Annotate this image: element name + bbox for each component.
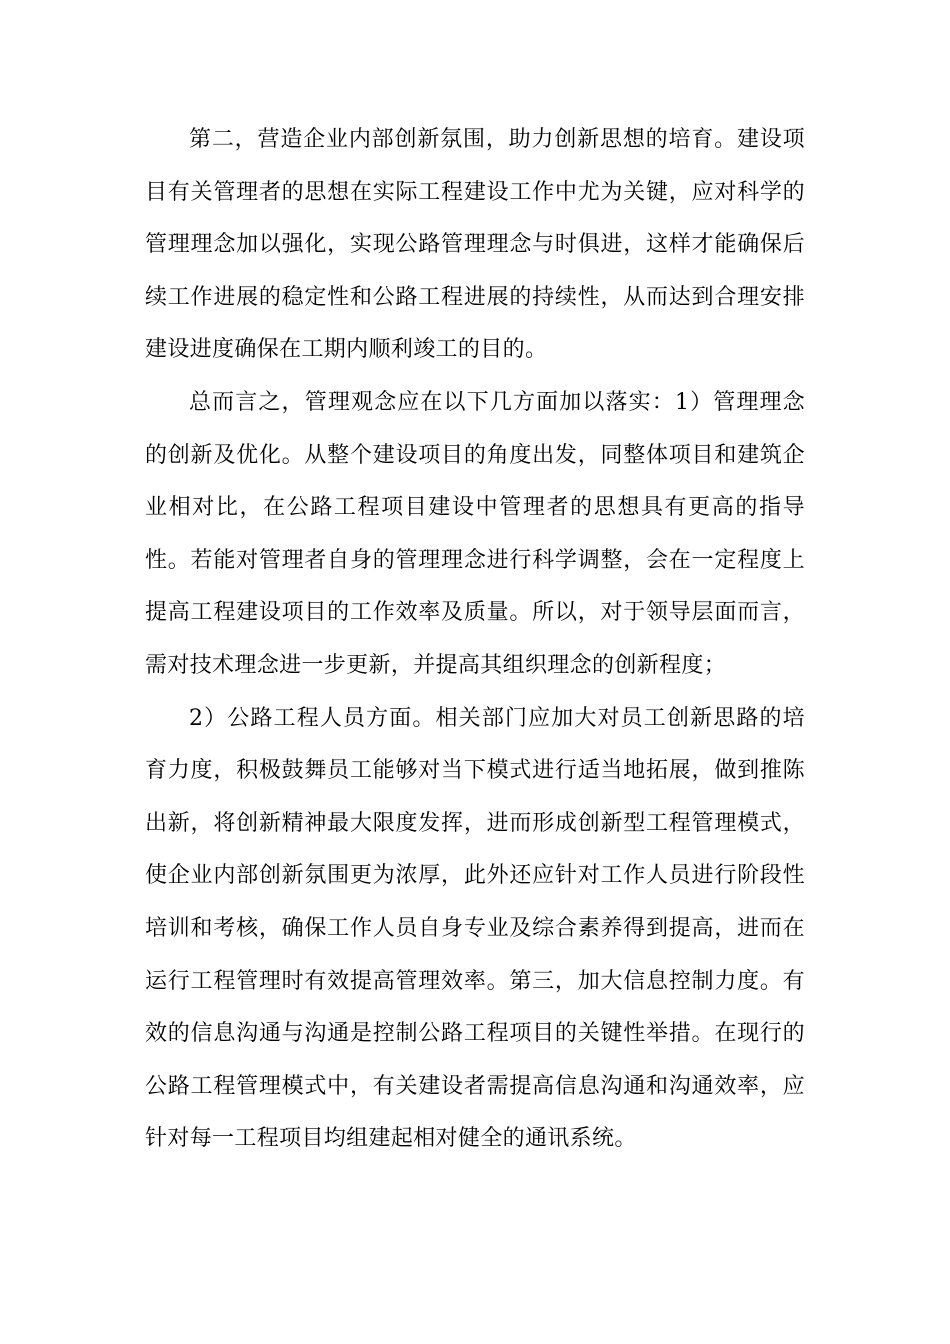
paragraph-1: 第二，营造企业内部创新氛围，助力创新思想的培育。建设项目有关管理者的思想在实际工程建设工作中尤为关键，应对科学的管理理念加以强化，实现公路管理理念与时俱进，这样才能确保后续工作进展的稳定性和公路工程进展的持续性，从而达到合理安排建设进度确保在工期内顺利竣工的目的。 (145, 127, 805, 363)
paragraph-2: 总而言之，管理观念应在以下几方面加以落实：1）管理理念的创新及优化。从整个建设项目的角度出发，同整体项目和建筑企业相对比，在公路工程项目建设中管理者的思想具有更高的指导性。若能对管理者自身的管理理念进行科学调整，会在一定程度上提高工程建设项目的工作效率及质量。所以，对于领导层面而言，需对技术理念进一步更新，并提高其组织理念的创新程度； (145, 389, 805, 678)
document-body (145, 114, 805, 1166)
paragraph-3: 2）公路工程人员方面。相关部门应加大对员工创新思路的培育力度，积极鼓舞员工能够对当下模式进行适当地拓展，做到推陈出新，将创新精神最大限度发挥，进而形成创新型工程管理模式，使企业内部创新氛围更为浓厚，此外还应针对工作人员进行阶段性培训和考核，确保工作人员自身专业及综合素养得到提高，进而在运行工程管理时有效提高管理效率。第三，加大信息控制力度。有效的信息沟通与沟通是控制公路工程项目的关键性举措。在现行的公路工程管理模式中，有关建设者需提高信息沟通和沟通效率，应针对每一工程项目均组建起相对健全的通讯系统。 (145, 705, 805, 1152)
